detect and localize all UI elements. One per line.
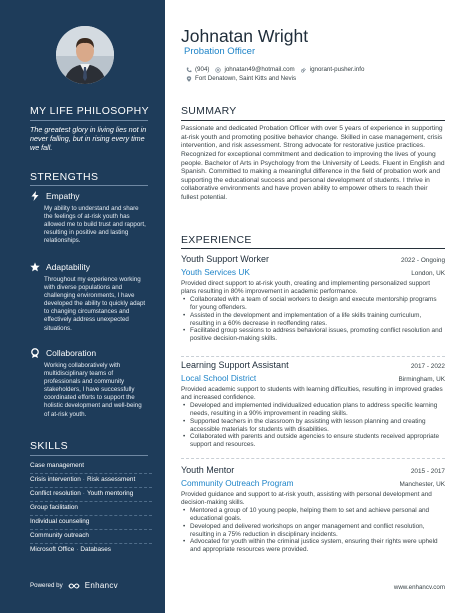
summary-heading: SUMMARY xyxy=(181,105,237,117)
experience-bullet: • Developed and delivered workshops on anger management and conflict resolution, resulting in a 75% reduction in disciplinary incidents. xyxy=(181,523,445,539)
skill-row xyxy=(30,462,152,470)
strengths-divider xyxy=(30,185,148,186)
strength-description: My ability to understand and share the feelings of at-risk youth has allowed me to build trust and rapport, resulting in positive and lasting relationships. xyxy=(44,205,146,245)
skill-item: Case management xyxy=(30,462,84,469)
skill-row xyxy=(30,504,152,512)
experience-bullets xyxy=(181,402,445,449)
experience-description: Provided academic support to students with learning difficulties, resulting in improved grades and increased confidence. xyxy=(181,386,443,401)
experience-location: London, UK xyxy=(411,270,445,277)
skill-divider xyxy=(30,473,152,474)
experience-role: Youth Support Worker xyxy=(181,254,270,264)
location-pin-icon xyxy=(186,76,192,82)
powered-by xyxy=(30,581,118,590)
philosophy-text: The greatest glory in living lies not in never falling, but in rising every time we fall. xyxy=(30,125,147,153)
profile-photo xyxy=(56,26,114,84)
skill-item: Group facilitation xyxy=(30,504,78,511)
experience-heading: EXPERIENCE xyxy=(181,234,252,246)
website-text: ignorant-pusher.info xyxy=(309,66,365,73)
experience-bullets xyxy=(181,507,445,554)
skill-item: Databases xyxy=(80,546,111,553)
skills-heading: SKILLS xyxy=(30,440,69,452)
skill-divider xyxy=(30,515,152,516)
phone-text: (904) xyxy=(195,66,210,73)
skill-row xyxy=(30,490,152,498)
star-icon xyxy=(30,262,40,272)
phone-icon xyxy=(186,67,192,73)
location-line xyxy=(186,75,296,82)
experience-bullet: • Developed and implemented individualized education plans to address specific learning needs, resulting in a 90% improvement in reading skills. xyxy=(181,402,445,418)
phone-contact[interactable] xyxy=(186,66,209,73)
skill-divider xyxy=(30,501,152,502)
footer-website[interactable]: www.enhancv.com xyxy=(393,584,445,591)
skill-divider xyxy=(30,529,152,530)
skill-row xyxy=(30,518,152,526)
experience-location: Birmingham, UK xyxy=(398,376,445,383)
skill-item: Community outreach xyxy=(30,532,89,539)
experience-bullet: • Collaborated with parents and outside agencies to ensure students received appropriate support and resources. xyxy=(181,433,445,449)
experience-bullet: • Supported teachers in the classroom by assisting with lesson planning and creating accessible materials for students with disabilities. xyxy=(181,418,445,434)
powered-by-label: Powered by xyxy=(30,582,63,589)
experience-separator xyxy=(181,458,445,459)
link-icon xyxy=(301,67,307,73)
strength-item xyxy=(30,347,148,419)
skill-item: Youth mentoring xyxy=(86,490,134,497)
philosophy-divider xyxy=(30,120,148,121)
experience-role: Learning Support Assistant xyxy=(181,360,289,370)
experience-entry xyxy=(181,465,445,554)
experience-bullet: • Advocated for youth within the criminal justice system, ensuring their rights were upheld and appropriate resources were provided. xyxy=(181,538,445,554)
contact-line xyxy=(186,66,364,73)
email-text: johnatan49@hotmail.com xyxy=(224,66,295,73)
experience-dates: 2022 - Ongoing xyxy=(400,257,445,264)
skill-row xyxy=(30,476,152,484)
experience-location: Manchester, UK xyxy=(399,481,445,488)
skill-divider xyxy=(30,543,152,544)
experience-company[interactable]: Local School District xyxy=(181,373,257,383)
skill-item: Risk assessment xyxy=(86,476,136,483)
strengths-heading: STRENGTHS xyxy=(30,171,99,183)
skill-separator: · xyxy=(82,490,85,497)
experience-bullet: • Mentored a group of 10 young people, helping them to set and achieve personal and educational goals. xyxy=(181,507,445,523)
email-icon xyxy=(215,67,221,73)
skills-divider xyxy=(30,455,148,456)
experience-company[interactable]: Community Outreach Program xyxy=(181,478,294,488)
person-photo-icon xyxy=(56,26,114,84)
sidebar xyxy=(0,0,165,613)
experience-dates: 2015 - 2017 xyxy=(410,468,445,475)
skill-separator: · xyxy=(76,546,79,553)
skill-item: Individual counseling xyxy=(30,518,90,525)
experience-dates: 2017 - 2022 xyxy=(410,363,445,370)
bolt-icon xyxy=(30,191,40,201)
strength-title: Collaboration xyxy=(46,348,97,358)
experience-bullet: • Assisted in the development and implementation of a life skills training curriculum, resulting in a 60% decrease in reoffending rates. xyxy=(181,312,445,328)
experience-separator xyxy=(181,356,445,357)
email-contact[interactable] xyxy=(215,66,294,73)
skill-divider xyxy=(30,487,152,488)
strength-description: Working collaboratively with multidisciplinary teams of professionals and community stakeholders, I have successfully coordinated efforts to support the holistic development and well-being of at-risk youth. xyxy=(44,362,142,418)
website-contact[interactable] xyxy=(301,66,365,73)
experience-entry xyxy=(181,254,445,343)
experience-role: Youth Mentor xyxy=(181,465,235,475)
skill-row xyxy=(30,532,152,540)
candidate-title: Probation Officer xyxy=(184,46,256,57)
skills-list xyxy=(30,462,152,554)
skill-separator: · xyxy=(82,476,85,483)
experience-bullet: • Facilitated group sessions to address behavioral issues, promoting conflict resolution and positive decision-making skills. xyxy=(181,327,445,343)
strength-title: Adaptability xyxy=(46,262,90,272)
experience-divider xyxy=(181,248,445,249)
skill-item: Conflict resolution xyxy=(30,490,81,497)
strength-title: Empathy xyxy=(46,191,80,201)
experience-description: Provided guidance and support to at-risk youth, assisting with personal development and decision-making skills. xyxy=(181,491,432,506)
candidate-name: Johnatan Wright xyxy=(181,26,309,46)
experience-bullet: • Collaborated with a team of social workers to design and execute mentorship programs for young offenders. xyxy=(181,296,445,312)
experience-description: Provided direct support to at-risk youth, creating and implementing personalized support plans resulting in 80% improvement in academic performance. xyxy=(181,280,431,295)
location-contact xyxy=(186,75,296,82)
summary-text: Passionate and dedicated Probation Officer with over 5 years of experience in supporting at-risk youth and promoting positive behavior change. Skilled in case management, crisis intervention, and risk assessment. Strong advocate for restorative justice practices. Recognized for exceptional commitment and dedication to improving the lives of young people. Bachelor of Arts in Psychology from the University of Leeds. Fluent in English and Spanish. Committed to making a meaningful difference in the field of probation work and supporting the educational success and personal development of students. I thrive in collaborative environments and have proven ability to empower others to reach their fullest potential. xyxy=(181,125,445,201)
summary-divider xyxy=(181,120,445,121)
philosophy-heading: MY LIFE PHILOSOPHY xyxy=(30,105,150,117)
experience-company[interactable]: Youth Services UK xyxy=(181,267,250,277)
strength-description: Throughout my experience working with diverse populations and challenging environments, I have developed the ability to quickly adapt to changing circumstances and effectively address unexpected situations. xyxy=(44,276,146,332)
strength-item xyxy=(30,190,148,245)
brand-name[interactable]: Enhancv xyxy=(84,581,118,590)
medal-icon xyxy=(30,348,40,358)
skill-row xyxy=(30,546,152,554)
strength-item xyxy=(30,261,148,333)
location-text: Fort Denatown, Saint Kitts and Nevis xyxy=(195,75,297,82)
experience-bullets xyxy=(181,296,445,343)
skill-item: Crisis intervention xyxy=(30,476,81,483)
skill-item: Microsoft Office xyxy=(30,546,75,553)
enhancv-logo-icon[interactable] xyxy=(68,582,80,590)
experience-entry xyxy=(181,360,445,449)
